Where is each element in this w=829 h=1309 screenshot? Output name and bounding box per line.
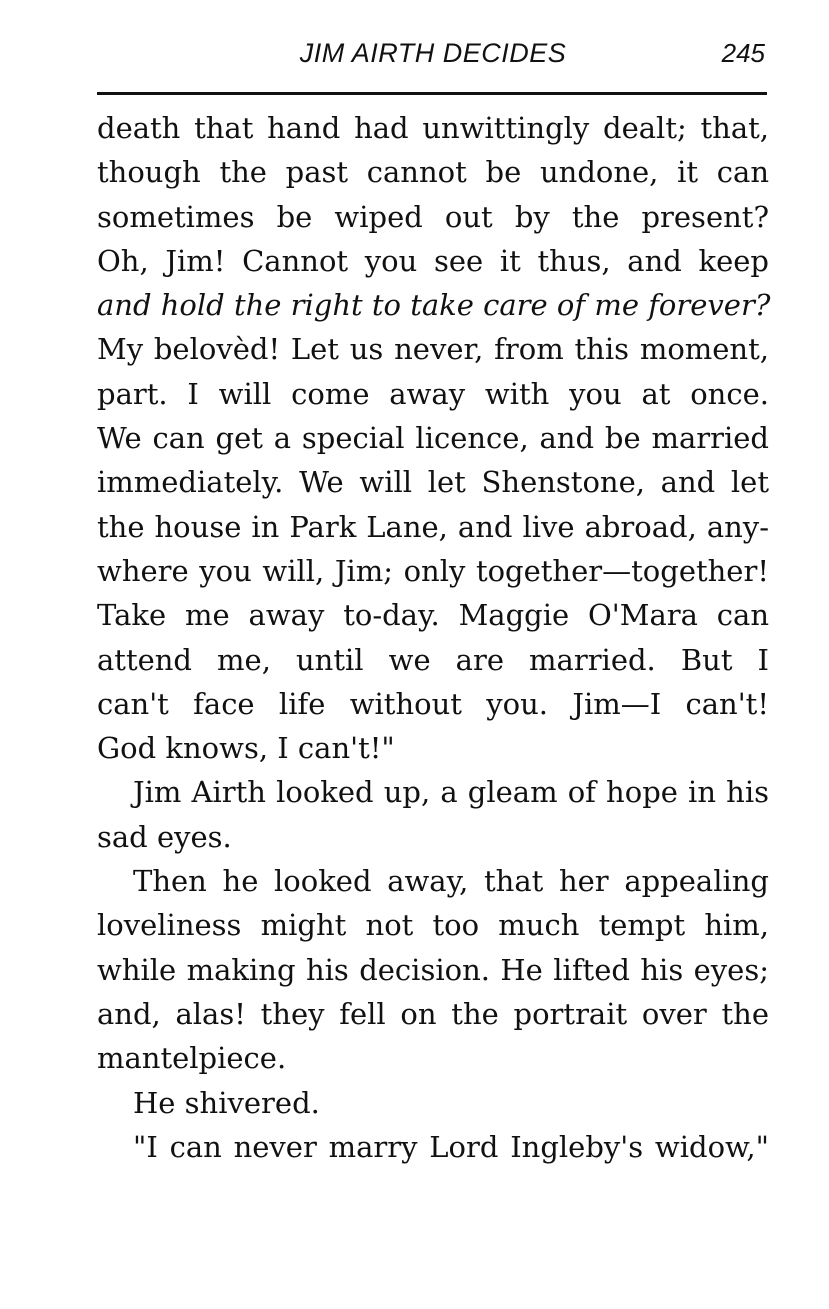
text-line: loveliness might not too much tempt him, — [97, 908, 769, 943]
text-line: where you will, Jim; only together—together! — [97, 553, 769, 588]
italic-text: and hold the right to take care of me forever? — [97, 288, 771, 323]
text-line-paragraph-start: "I can never marry Lord Ingleby's widow," — [133, 1129, 769, 1164]
text-line: though the past cannot be undone, it can — [97, 155, 769, 190]
chapter-title: JIM AIRTH DECIDES — [299, 38, 567, 68]
header-rule — [97, 92, 767, 95]
text-line: Oh, Jim! Cannot you see it thus, and keep — [97, 243, 769, 278]
text-line: sometimes be wiped out by the present? — [97, 199, 769, 234]
text-line-paragraph: He shivered. — [133, 1085, 320, 1120]
text-line: Take me away to-day. Maggie O'Mara can — [97, 598, 769, 633]
text-line-paragraph-end: mantelpiece. — [97, 1041, 287, 1076]
text-line: and, alas! they fell on the portrait over the — [97, 996, 769, 1031]
text-line: My belovèd! Let us never, from this moment, — [97, 332, 769, 367]
text-line-italic — [97, 283, 769, 327]
text-line: the house in Park Lane, and live abroad, any- — [97, 509, 769, 544]
page-number: 245 — [721, 38, 765, 68]
text-line: We can get a special licence, and be married — [97, 421, 769, 456]
running-head — [97, 38, 769, 82]
text-line: death that hand had unwittingly dealt; that, — [97, 111, 769, 145]
text-line-paragraph-end: sad eyes. — [97, 819, 232, 854]
text-line: part. I will come away with you at once. — [97, 376, 769, 411]
text-line-paragraph-start: Then he looked away, that her appealing — [133, 864, 769, 899]
body-text — [97, 106, 769, 1169]
text-line-paragraph-start: Jim Airth looked up, a gleam of hope in his — [133, 775, 769, 810]
text-line: can't face life without you. Jim—I can't! — [97, 686, 769, 721]
text-line-paragraph-end: God knows, I can't!" — [97, 731, 395, 766]
text-line: attend me, until we are married. But I — [97, 642, 769, 677]
text-line: while making his decision. He lifted his eyes; — [97, 952, 769, 987]
text-line: immediately. We will let Shenstone, and let — [97, 465, 769, 500]
